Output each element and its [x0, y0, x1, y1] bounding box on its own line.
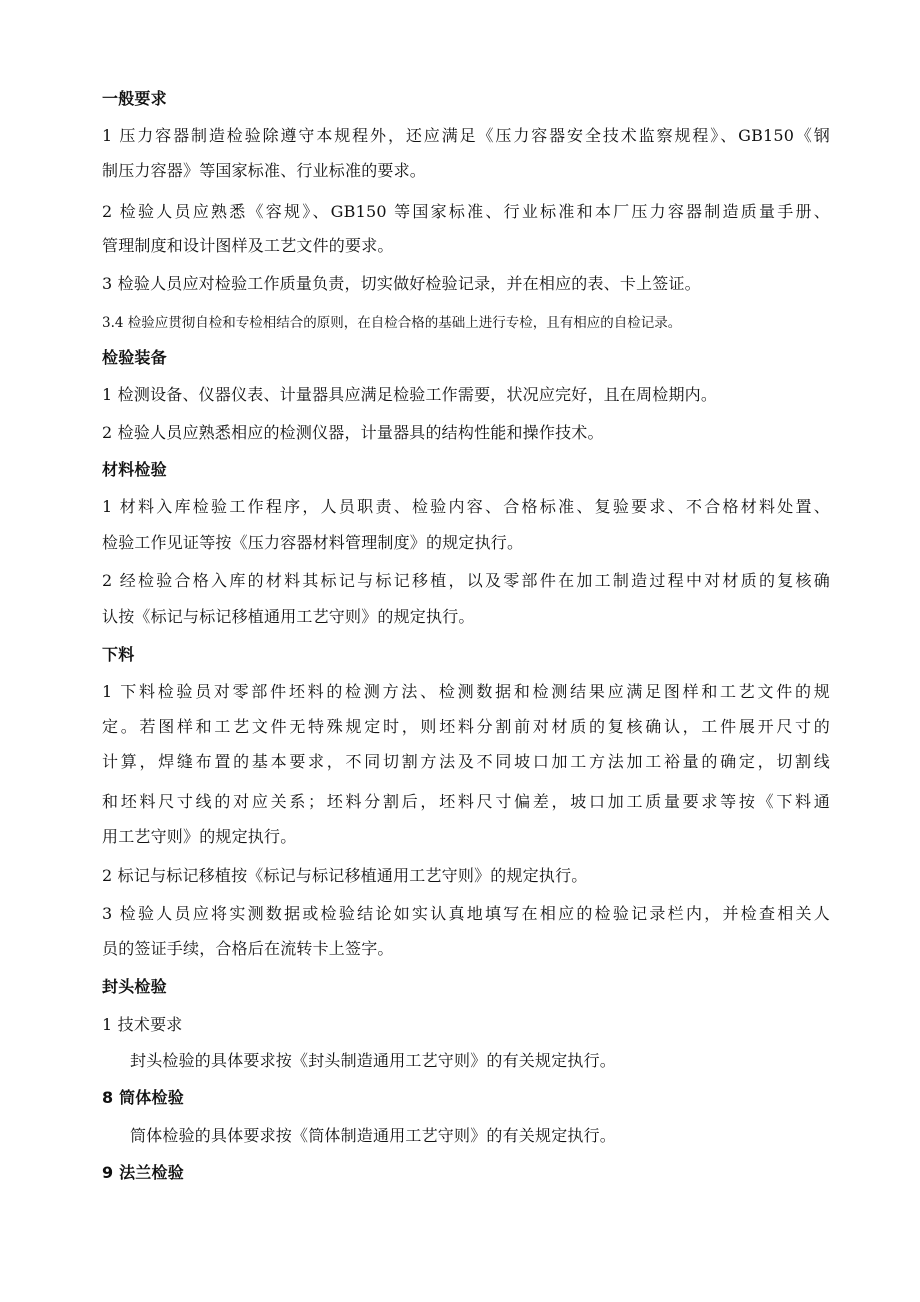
section-heading-cutting: 下料: [102, 645, 135, 664]
paragraph-line: 2 经检验合格入库的材料其标记与标记移植，以及零部件在加工制造过程中对材质的复核确: [102, 571, 830, 590]
section-heading-head: 封头检验: [102, 977, 167, 996]
paragraph-line: 封头检验的具体要求按《封头制造通用工艺守则》的有关规定执行。: [130, 1051, 617, 1070]
section-heading-flange: 9 法兰检验: [102, 1163, 184, 1182]
section-heading-general: 一般要求: [102, 89, 167, 108]
paragraph-line: 2 检验人员应熟悉相应的检测仪器，计量器具的结构性能和操作技术。: [102, 423, 604, 442]
paragraph-line: 1 压力容器制造检验除遵守本规程外，还应满足《压力容器安全技术监察规程》、GB150《钢: [102, 126, 830, 145]
paragraph-line: 管理制度和设计图样及工艺文件的要求。: [102, 236, 394, 255]
paragraph-line: 1 材料入库检验工作程序，人员职责、检验内容、合格标准、复验要求、不合格材料处置、: [102, 497, 830, 516]
paragraph-line: 1 检测设备、仪器仪表、计量器具应满足检验工作需要，状况应完好，且在周检期内。: [102, 385, 718, 404]
paragraph-line: 3 检验人员应将实测数据或检验结论如实认真地填写在相应的检验记录栏内，并检查相关人: [102, 904, 830, 923]
paragraph-line: 筒体检验的具体要求按《筒体制造通用工艺守则》的有关规定执行。: [130, 1126, 617, 1145]
section-heading-equipment: 检验装备: [102, 348, 167, 367]
paragraph-line: 制压力容器》等国家标准、行业标准的要求。: [102, 161, 427, 180]
paragraph-line: 定。若图样和工艺文件无特殊规定时，则坯料分割前对材质的复核确认，工件展开尺寸的: [102, 717, 830, 736]
paragraph-line: 3.4 检验应贯彻自检和专检相结合的原则，在自检合格的基础上进行专检，且有相应的自检记录。: [102, 315, 682, 331]
paragraph-line: 用工艺守则》的规定执行。: [102, 827, 297, 846]
paragraph-line: 和坯料尺寸线的对应关系；坯料分割后，坯料尺寸偏差，坡口加工质量要求等按《下料通: [102, 792, 830, 811]
section-heading-shell: 8 筒体检验: [102, 1088, 184, 1107]
paragraph-line: 1 下料检验员对零部件坯料的检测方法、检测数据和检测结果应满足图样和工艺文件的规: [102, 682, 830, 701]
paragraph-line: 计算，焊缝布置的基本要求，不同切割方法及不同坡口加工方法加工裕量的确定，切割线: [102, 752, 830, 771]
paragraph-line: 2 检验人员应熟悉《容规》、GB150 等国家标准、行业标准和本厂压力容器制造质量手册、: [102, 202, 830, 221]
paragraph-line: 1 技术要求: [102, 1015, 183, 1034]
paragraph-line: 员的签证手续，合格后在流转卡上签字。: [102, 939, 394, 958]
paragraph-line: 3 检验人员应对检验工作质量负责，切实做好检验记录，并在相应的表、卡上签证。: [102, 274, 701, 293]
section-heading-material: 材料检验: [102, 460, 167, 479]
paragraph-line: 检验工作见证等按《压力容器材料管理制度》的规定执行。: [102, 533, 524, 552]
paragraph-line: 认按《标记与标记移植通用工艺守则》的规定执行。: [102, 607, 475, 626]
paragraph-line: 2 标记与标记移植按《标记与标记移植通用工艺守则》的规定执行。: [102, 866, 588, 885]
